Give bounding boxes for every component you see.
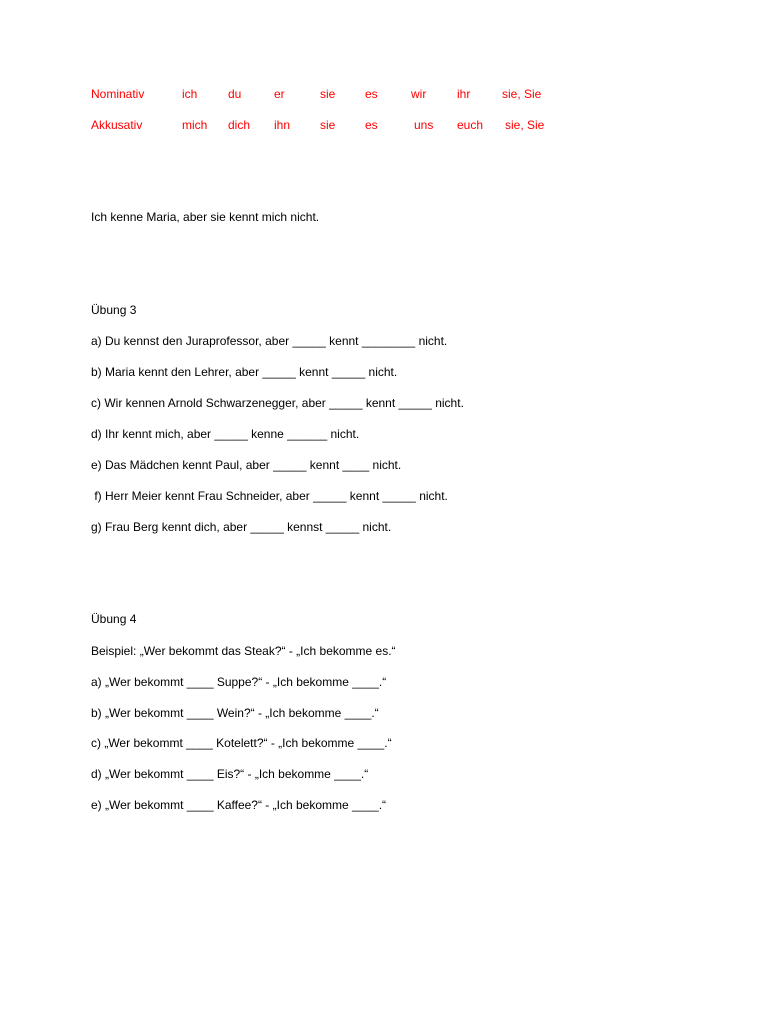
akkusativ-form-euch: euch [457,118,484,132]
uebung4-item-d: d) „Wer bekommt ____ Eis?“ - „Ich bekomme ____.“ [91,767,369,781]
nominativ-form-ich: ich [182,87,198,101]
nominativ-form-er: er [274,87,285,101]
uebung3-item-e: e) Das Mädchen kennt Paul, aber _____ kennt ____ nicht. [91,458,402,472]
uebung3-item-b: b) Maria kennt den Lehrer, aber _____ kennt _____ nicht. [91,365,398,379]
akkusativ-form-dich: dich [228,118,251,132]
uebung3-item-d: d) Ihr kennt mich, aber _____ kenne ______ nicht. [91,427,360,441]
uebung4-example: Beispiel: „Wer bekommt das Steak?“ - „Ich bekomme es.“ [91,644,396,658]
uebung4-item-b: b) „Wer bekommt ____ Wein?“ - „Ich bekomme ____.“ [91,706,379,720]
uebung4-item-c: c) „Wer bekommt ____ Kotelett?“ - „Ich bekomme ____.“ [91,736,392,750]
uebung4-item-a: a) „Wer bekommt ____ Suppe?“ - „Ich bekomme ____.“ [91,675,387,689]
akkusativ-label: Akkusativ [91,118,143,132]
akkusativ-form-sie-formal: sie, Sie [505,118,545,132]
nominativ-form-sie: sie [320,87,336,101]
akkusativ-form-uns: uns [414,118,434,132]
example-sentence: Ich kenne Maria, aber sie kennt mich nicht. [91,210,320,224]
nominativ-label: Nominativ [91,87,145,101]
nominativ-form-ihr: ihr [457,87,471,101]
uebung3-item-c: c) Wir kennen Arnold Schwarzenegger, aber _____ kennt _____ nicht. [91,396,464,410]
nominativ-form-sie-formal: sie, Sie [502,87,542,101]
akkusativ-form-ihn: ihn [274,118,291,132]
akkusativ-form-sie: sie [320,118,336,132]
uebung3-item-a: a) Du kennst den Juraprofessor, aber _____ kennt ________ nicht. [91,334,448,348]
uebung4-item-e: e) „Wer bekommt ____ Kaffee?“ - „Ich bekomme ____.“ [91,798,387,812]
akkusativ-form-mich: mich [182,118,208,132]
uebung4-title: Übung 4 [91,612,137,626]
akkusativ-form-es: es [365,118,378,132]
nominativ-form-wir: wir [411,87,427,101]
uebung3-title: Übung 3 [91,303,137,317]
uebung3-item-f: f) Herr Meier kennt Frau Schneider, aber _____ kennt _____ nicht. [91,489,448,503]
uebung3-item-g: g) Frau Berg kennt dich, aber _____ kennst _____ nicht. [91,520,392,534]
nominativ-form-es: es [365,87,378,101]
nominativ-form-du: du [228,87,242,101]
